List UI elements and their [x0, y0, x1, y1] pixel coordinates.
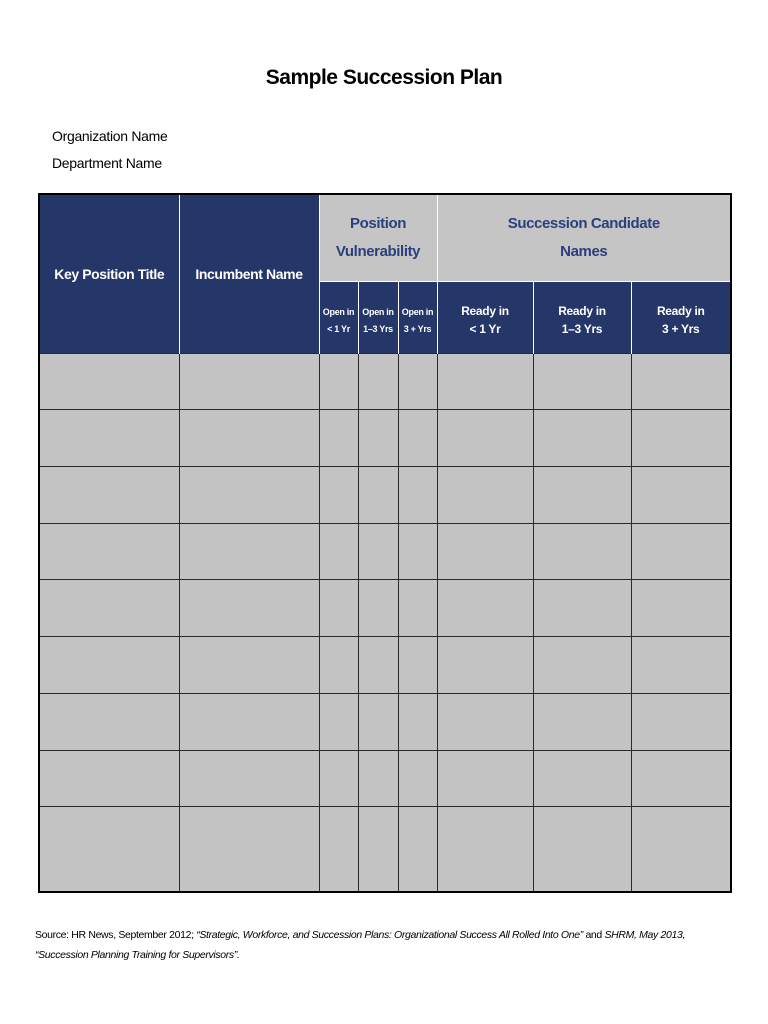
vuln-under-1yr-cell[interactable] [319, 637, 358, 694]
incumbent-cell[interactable] [179, 353, 319, 410]
table-row [39, 466, 731, 523]
key-position-cell[interactable] [39, 466, 179, 523]
incumbent-cell[interactable] [179, 466, 319, 523]
source-title-1: “Strategic, Workforce, and Succession Plans: Organizational Success All Rolled Into One” [196, 929, 583, 941]
vuln-1-3yrs-cell[interactable] [358, 750, 398, 807]
col-label-line2: < 1 Yr [327, 323, 350, 334]
table-row [39, 693, 731, 750]
ready-1-3yrs-cell[interactable] [533, 353, 631, 410]
candidate-col-1-3yrs [533, 281, 631, 353]
ready-under-1yr-cell[interactable] [437, 580, 533, 637]
vulnerability-col-3plus-yrs [398, 281, 437, 353]
ready-3plus-cell[interactable] [631, 466, 731, 523]
col-label-line1: Ready in [656, 303, 705, 318]
source-prefix: Source: HR News, September 2012; [35, 929, 197, 941]
candidate-header [437, 194, 731, 281]
ready-1-3yrs-cell[interactable] [533, 637, 631, 694]
vuln-3plus-cell[interactable] [398, 693, 437, 750]
vulnerability-header [319, 194, 437, 281]
ready-3plus-cell[interactable] [631, 693, 731, 750]
ready-3plus-cell[interactable] [631, 750, 731, 807]
col-label-line1: Ready in [461, 303, 509, 318]
vuln-3plus-cell[interactable] [398, 466, 437, 523]
vuln-1-3yrs-cell[interactable] [358, 580, 398, 637]
incumbent-cell[interactable] [179, 807, 319, 892]
vuln-under-1yr-cell[interactable] [319, 353, 358, 410]
table-row [39, 580, 731, 637]
vuln-under-1yr-cell[interactable] [319, 410, 358, 467]
vuln-3plus-cell[interactable] [398, 353, 437, 410]
key-position-cell[interactable] [39, 410, 179, 467]
key-position-cell[interactable] [39, 353, 179, 410]
vuln-under-1yr-cell[interactable] [319, 580, 358, 637]
table-row [39, 637, 731, 694]
candidate-header-line1: Succession Candidate [507, 215, 660, 232]
vuln-1-3yrs-cell[interactable] [358, 693, 398, 750]
ready-3plus-cell[interactable] [631, 637, 731, 694]
candidate-col-3plus-yrs [631, 281, 731, 353]
incumbent-cell[interactable] [179, 410, 319, 467]
vuln-3plus-cell[interactable] [398, 807, 437, 892]
candidate-header-line2: Names [560, 243, 608, 260]
col-label-line2: 3 + Yrs [662, 321, 700, 336]
vuln-1-3yrs-cell[interactable] [358, 523, 398, 580]
col-label-line1: Ready in [558, 303, 606, 318]
vuln-3plus-cell[interactable] [398, 410, 437, 467]
table-row [39, 523, 731, 580]
vulnerability-col-under-1yr [319, 281, 358, 353]
ready-1-3yrs-cell[interactable] [533, 410, 631, 467]
ready-under-1yr-cell[interactable] [437, 807, 533, 892]
ready-3plus-cell[interactable] [631, 807, 731, 892]
ready-under-1yr-cell[interactable] [437, 637, 533, 694]
vuln-under-1yr-cell[interactable] [319, 523, 358, 580]
incumbent-cell[interactable] [179, 523, 319, 580]
key-position-cell[interactable] [39, 637, 179, 694]
col-label-line2: 1–3 Yrs [561, 321, 603, 336]
col-label-line2: < 1 Yr [469, 321, 501, 336]
table-row [39, 750, 731, 807]
department-name: Department Name [52, 155, 162, 171]
key-position-cell[interactable] [39, 580, 179, 637]
table-body [39, 353, 731, 892]
vuln-3plus-cell[interactable] [398, 523, 437, 580]
ready-3plus-cell[interactable] [631, 580, 731, 637]
succession-plan-table [38, 193, 732, 893]
vuln-1-3yrs-cell[interactable] [358, 807, 398, 892]
incumbent-cell[interactable] [179, 693, 319, 750]
ready-1-3yrs-cell[interactable] [533, 466, 631, 523]
ready-3plus-cell[interactable] [631, 523, 731, 580]
ready-1-3yrs-cell[interactable] [533, 523, 631, 580]
vuln-under-1yr-cell[interactable] [319, 750, 358, 807]
vulnerability-header-line2: Vulnerability [335, 243, 421, 260]
ready-1-3yrs-cell[interactable] [533, 580, 631, 637]
page-title: Sample Succession Plan [265, 66, 503, 89]
ready-3plus-cell[interactable] [631, 410, 731, 467]
vuln-under-1yr-cell[interactable] [319, 693, 358, 750]
col-label-line1: Open in [322, 306, 355, 317]
key-position-cell[interactable] [39, 523, 179, 580]
key-position-cell[interactable] [39, 750, 179, 807]
ready-under-1yr-cell[interactable] [437, 523, 533, 580]
vuln-3plus-cell[interactable] [398, 637, 437, 694]
table-row [39, 410, 731, 467]
incumbent-cell[interactable] [179, 750, 319, 807]
col-label-line2: 1–3 Yrs [363, 323, 393, 334]
vulnerability-col-1-3yrs [358, 281, 398, 353]
ready-under-1yr-cell[interactable] [437, 410, 533, 467]
source-citation [35, 925, 735, 965]
ready-under-1yr-cell[interactable] [437, 466, 533, 523]
incumbent-cell[interactable] [179, 637, 319, 694]
organization-name: Organization Name [52, 128, 168, 144]
source-title-2: SHRM, May 2013, “Succession Planning Training for Supervisors”. [35, 929, 686, 961]
vulnerability-header-line1: Position [350, 215, 406, 232]
incumbent-cell[interactable] [179, 580, 319, 637]
ready-1-3yrs-cell[interactable] [533, 750, 631, 807]
vuln-1-3yrs-cell[interactable] [358, 410, 398, 467]
key-position-cell[interactable] [39, 807, 179, 892]
ready-1-3yrs-cell[interactable] [533, 693, 631, 750]
vuln-under-1yr-cell[interactable] [319, 807, 358, 892]
key-position-header: Key Position Title [39, 194, 179, 353]
vuln-3plus-cell[interactable] [398, 580, 437, 637]
col-label-line1: Open in [362, 306, 394, 317]
table-row [39, 807, 731, 892]
source-middle: and [582, 929, 605, 941]
vuln-1-3yrs-cell[interactable] [358, 466, 398, 523]
vuln-3plus-cell[interactable] [398, 750, 437, 807]
ready-1-3yrs-cell[interactable] [533, 807, 631, 892]
vuln-1-3yrs-cell[interactable] [358, 353, 398, 410]
vuln-under-1yr-cell[interactable] [319, 466, 358, 523]
col-label-line1: Open in [401, 306, 434, 317]
candidate-col-under-1yr [437, 281, 533, 353]
ready-3plus-cell[interactable] [631, 353, 731, 410]
ready-under-1yr-cell[interactable] [437, 353, 533, 410]
ready-under-1yr-cell[interactable] [437, 750, 533, 807]
ready-under-1yr-cell[interactable] [437, 693, 533, 750]
col-label-line2: 3 + Yrs [403, 323, 432, 334]
vuln-1-3yrs-cell[interactable] [358, 637, 398, 694]
key-position-cell[interactable] [39, 693, 179, 750]
incumbent-header: Incumbent Name [179, 194, 319, 353]
table-row [39, 353, 731, 410]
